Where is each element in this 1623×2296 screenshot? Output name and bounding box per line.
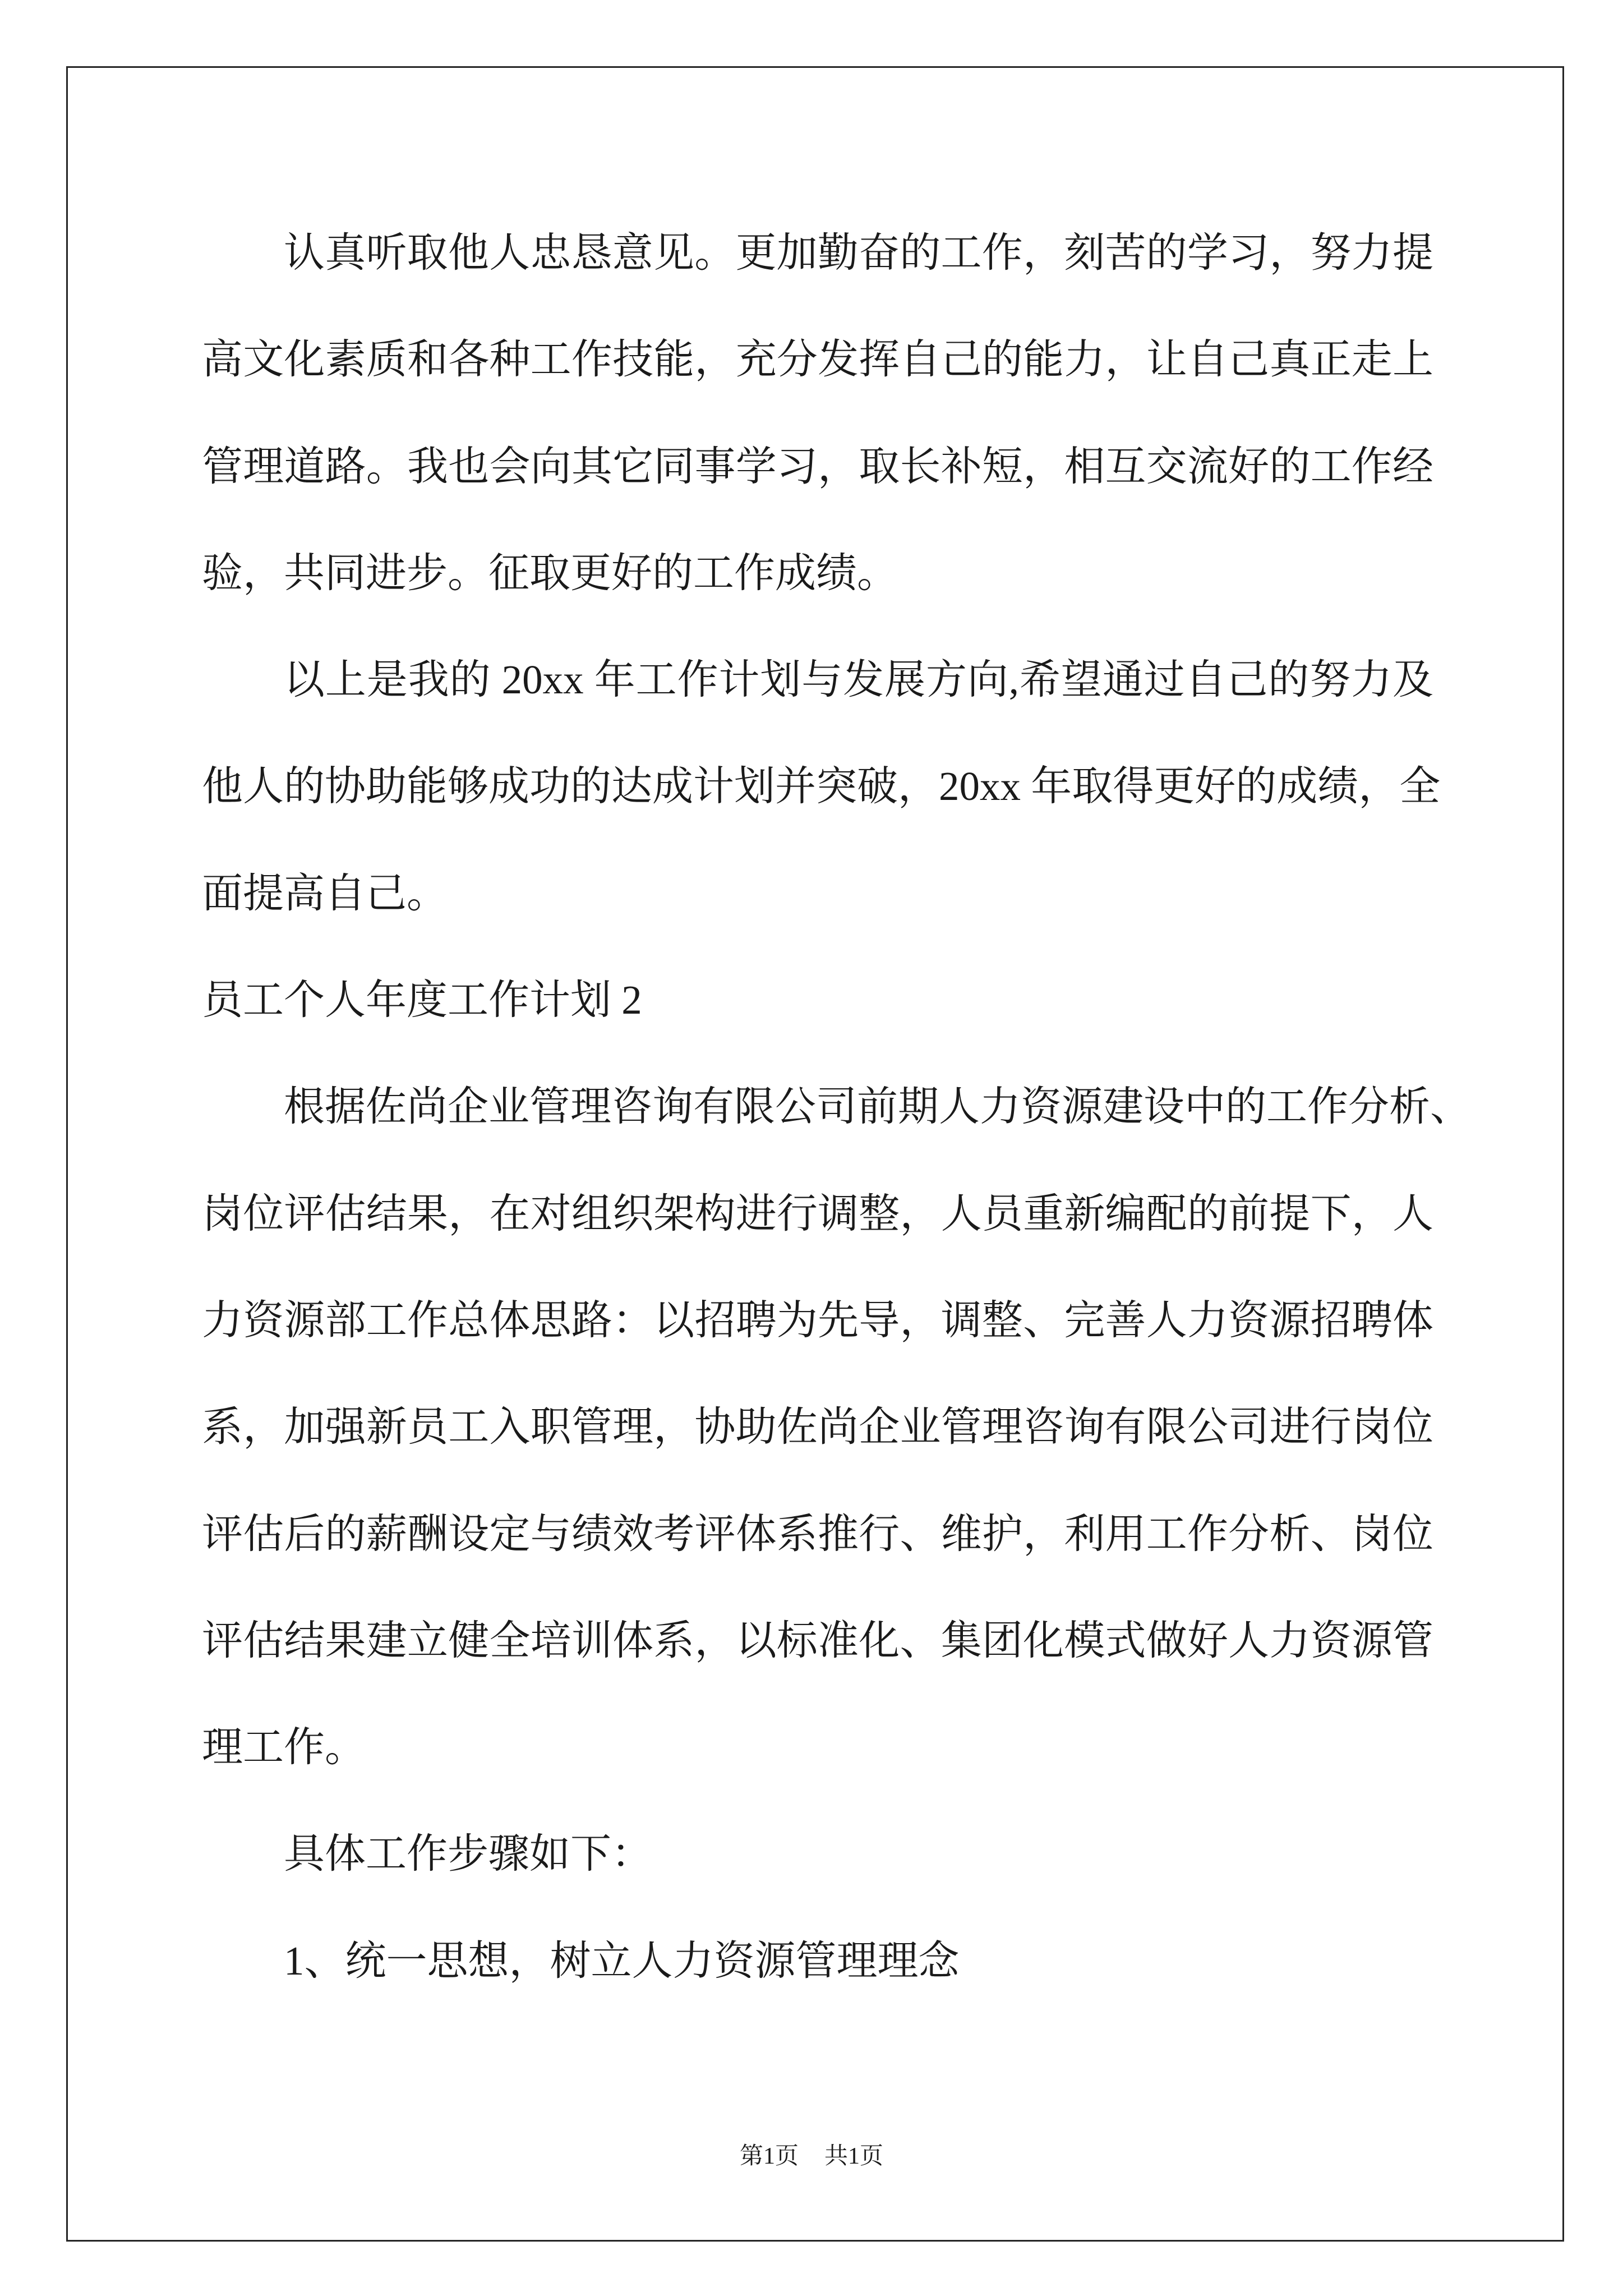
text-line: 1、统一思想，树立人力资源管理理念: [284, 1938, 960, 1984]
paragraph: [202, 1908, 1433, 2014]
paragraph: [202, 1053, 1471, 1801]
text-line: 评估后的薪酬设定与绩效考评体系推行、维护，利用工作分析、岗位: [202, 1511, 1433, 1557]
paragraph: [202, 1801, 1433, 1907]
paragraph: [202, 200, 1433, 627]
text-line: 力资源部工作总体思路：以招聘为先导，调整、完善人力资源招聘体: [202, 1297, 1433, 1343]
text-line: 面提高自己。: [202, 870, 448, 916]
text-line: 高文化素质和各种工作技能，充分发挥自己的能力，让自己真正走上: [202, 337, 1433, 383]
text-line: 理工作。: [202, 1724, 366, 1770]
text-line: 以上是我的 20xx 年工作计划与发展方向,希望通过自己的努力及: [284, 657, 1433, 703]
paragraph: [202, 627, 1441, 947]
text-line: 验，共同进步。征取更好的工作成绩。: [202, 550, 898, 596]
page-number: 第1页: [739, 2143, 799, 2169]
text-line: 系，加强新员工入职管理，协助佐尚企业管理咨询有限公司进行岗位: [202, 1404, 1433, 1450]
text-line: 岗位评估结果，在对组织架构进行调整，人员重新编配的前提下，人: [202, 1190, 1433, 1236]
text-line: 认真听取他人忠恳意见。更加勤奋的工作，刻苦的学习，努力提: [284, 230, 1433, 275]
page-total: 共1页: [824, 2143, 884, 2169]
text-line: 评估结果建立健全培训体系，以标准化、集团化模式做好人力资源管: [202, 1617, 1433, 1663]
text-line: 他人的协助能够成功的达成计划并突破，20xx 年取得更好的成绩，全: [202, 763, 1441, 809]
text-line: 管理道路。我也会向其它同事学习，取长补短，相互交流好的工作经: [202, 443, 1433, 489]
text-line: 根据佐尚企业管理咨询有限公司前期人力资源建设中的工作分析、: [284, 1084, 1471, 1130]
text-line: 具体工作步骤如下：: [284, 1831, 652, 1877]
page-footer: [0, 2141, 1623, 2172]
document-body: [202, 200, 1471, 2014]
section-heading: 员工个人年度工作计划 2: [202, 977, 642, 1023]
